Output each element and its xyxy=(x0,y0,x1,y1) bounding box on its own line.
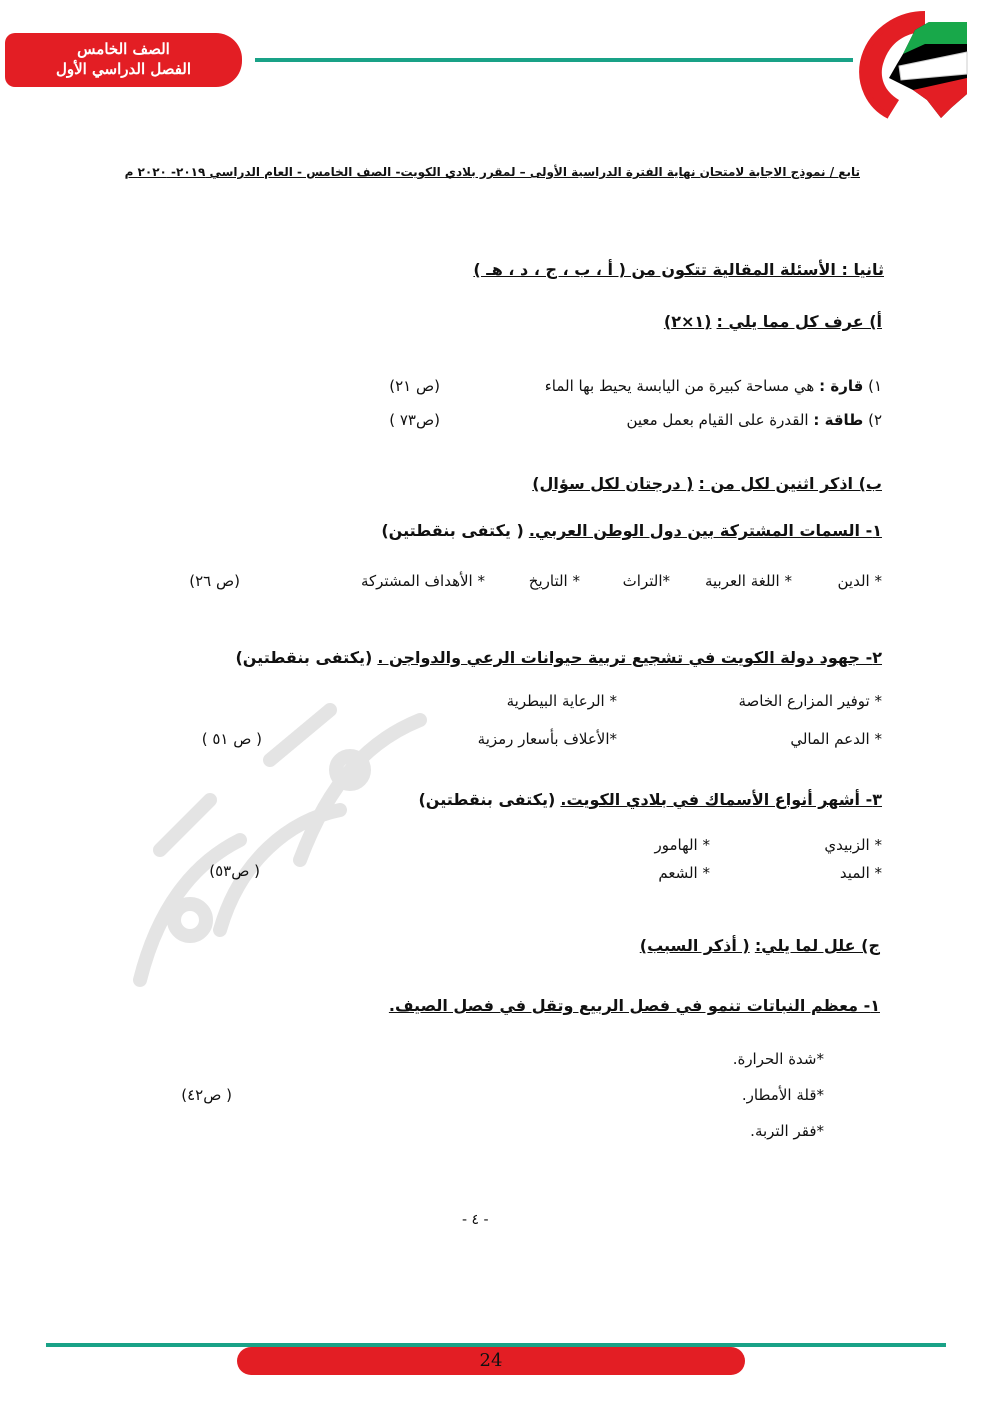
part-a-marks: (١×٢) xyxy=(663,312,712,331)
question-note: (يكتفى بنقطتين) xyxy=(235,648,373,667)
page-ref: (ص ٢٦) xyxy=(189,572,240,590)
part-c-marks: ( أذكر السبب) xyxy=(639,936,750,955)
question-text: ٣- أشهر أنواع الأسماك في بلادي الكويت. xyxy=(560,790,882,809)
header-divider xyxy=(255,58,853,62)
question-text: ١- السمات المشتركة بين دول الوطن العربي. xyxy=(528,521,882,540)
question-text: ٢- جهود دولة الكويت في تشجيع تربية حيوانات الرعي والدواجن . xyxy=(377,648,882,667)
answer: *التراث xyxy=(622,572,670,590)
definition-item-2 xyxy=(626,411,882,429)
part-b-title: ب) اذكر اثنين لكل من : xyxy=(698,474,882,493)
part-b-heading xyxy=(532,474,882,493)
question-b2 xyxy=(235,648,882,667)
page-ref: (ص ٢١) xyxy=(389,377,440,395)
answer: * الأهداف المشتركة xyxy=(360,572,485,590)
kuwait-map-flag-icon xyxy=(855,10,973,122)
grade-label: الصف الخامس xyxy=(77,40,170,58)
answer: *شدة الحرارة. xyxy=(732,1050,824,1068)
answer: * الدعم المالي xyxy=(790,730,882,748)
question-note: ( يكتفى بنقطتين) xyxy=(381,521,524,540)
question-note: (يكتفى بنقطتين) xyxy=(418,790,556,809)
answer: * الزبيدي xyxy=(824,836,882,854)
item-number: ١) xyxy=(868,377,882,395)
part-c-title: ج) علل لما يلي: xyxy=(754,936,880,955)
part-a-title: أ) عرف كل مما يلي : xyxy=(716,312,882,331)
term-label: الفصل الدراسي الأول xyxy=(55,60,192,78)
answer: * اللغة العربية xyxy=(704,572,792,590)
answer: * التاريخ xyxy=(528,572,580,590)
answer: * الشعم xyxy=(658,864,710,882)
part-b-marks: ( درجتان لكل سؤال) xyxy=(532,474,694,493)
answer: *الأعلاف بأسعار رمزية xyxy=(477,730,617,748)
answer: * الرعاية البيطرية xyxy=(506,692,617,710)
exam-title: تابع / نموذج الاجابة لامتحان نهاية الفترة الدراسية الأولى – لمقرر بلادي الكويت- الصف الخامس - العام الدراسي ٢٠١٩- ٢٠٢٠ م xyxy=(124,165,860,179)
section-two-title: ثانيا : الأسئلة المقالية تتكون من ( أ ، ب ، ج ، د ، هـ ) xyxy=(473,260,884,279)
answer: *فقر التربة. xyxy=(750,1122,824,1140)
definition-text: هي مساحة كبيرة من اليابسة يحيط بها الماء xyxy=(544,377,815,395)
definition-text: القدرة على القيام بعمل معين xyxy=(626,411,809,429)
answer: *قلة الأمطار. xyxy=(741,1086,824,1104)
answer: * الهامور xyxy=(654,836,710,854)
part-a-heading xyxy=(664,312,882,331)
page-number: 24 xyxy=(237,1347,745,1375)
definition-item-1 xyxy=(545,377,882,395)
inner-page-number: - ٤ - xyxy=(462,1212,489,1228)
question-b1 xyxy=(381,521,882,540)
grade-term-badge xyxy=(5,33,242,87)
question-b3 xyxy=(418,790,882,809)
page-ref: ( ص٥٣) xyxy=(209,862,260,880)
page-ref: ( ص ٥١ ) xyxy=(201,730,262,748)
answer: * توفير المزارع الخاصة xyxy=(738,692,882,710)
defined-term: طاقة : xyxy=(813,411,864,429)
answer: * الميد xyxy=(839,864,882,882)
answer: * الدين xyxy=(837,572,882,590)
page-ref: (ص٧٣ ) xyxy=(389,411,440,429)
question-c1: ١- معظم النباتات تنمو في فصل الربيع وتقل في فصل الصيف. xyxy=(388,996,880,1015)
item-number: ٢) xyxy=(868,411,882,429)
defined-term: قارة : xyxy=(819,377,864,395)
page-ref: ( ص٤٢) xyxy=(181,1086,232,1104)
part-c-heading xyxy=(640,936,880,955)
